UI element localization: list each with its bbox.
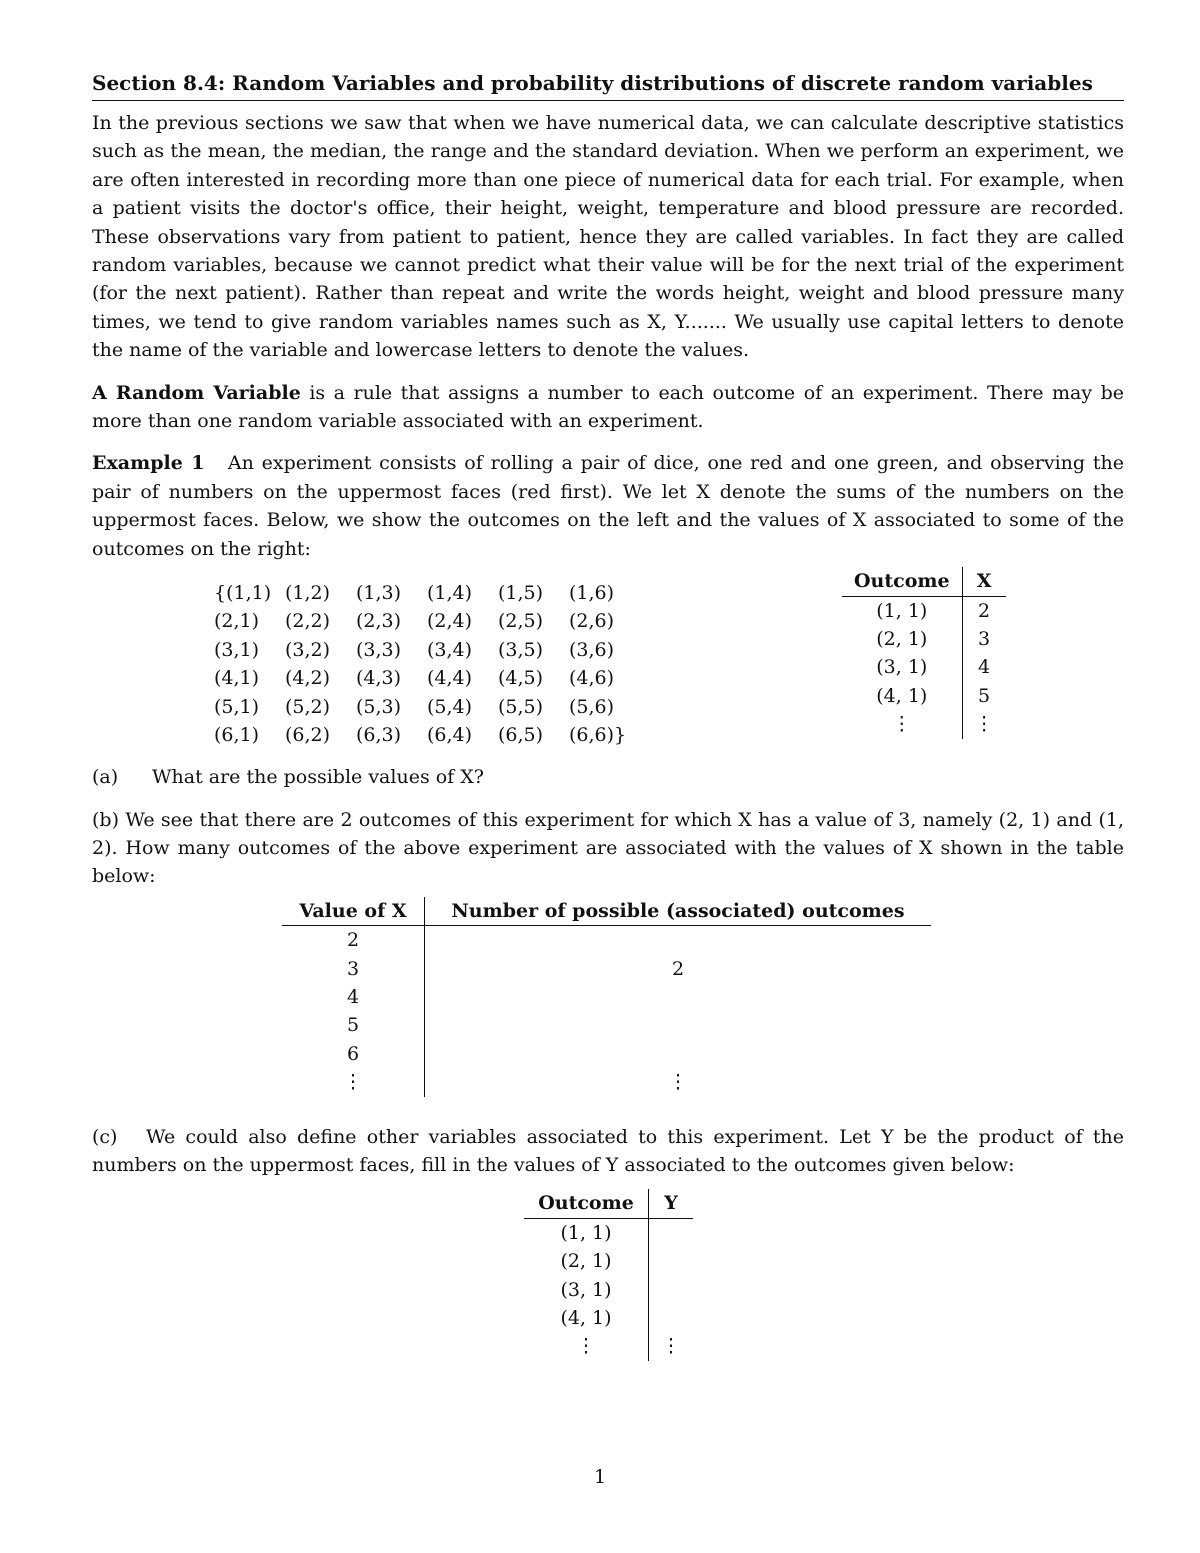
table-row: [524, 1276, 693, 1304]
table-cell: ⋮: [649, 1332, 694, 1360]
table-cell: 3: [346, 957, 360, 980]
table-header: Outcome: [842, 567, 962, 596]
table-header: Value of X: [282, 897, 425, 926]
outcome-cell: (3,2): [285, 638, 331, 661]
outcome-cell: (5,3): [356, 695, 402, 718]
table-cell: (4, 1): [876, 684, 928, 707]
outcome-cell: (4,1): [214, 667, 260, 690]
outcome-cell: (1,4): [427, 582, 473, 605]
outcome-cell: (3,6): [569, 638, 615, 661]
outcome-cell: (1,5): [498, 582, 544, 605]
outcome-cell: (3,1): [214, 638, 260, 661]
table-row: [282, 1011, 931, 1039]
page-number: 1: [593, 1466, 607, 1488]
table-cell: [649, 1218, 694, 1247]
outcome-cell: (3,3): [356, 638, 402, 661]
table-cell: ⋮: [343, 1071, 363, 1094]
outcome-cell: (2,5): [498, 610, 544, 633]
outcome-cell: (6,4): [427, 724, 473, 747]
table-row: [282, 1040, 931, 1068]
table-cell: (2, 1): [560, 1250, 612, 1273]
outcome-cell: (3,5): [498, 638, 544, 661]
table-cell: [649, 1247, 694, 1275]
table-cell: [425, 1040, 932, 1068]
table-row: [282, 926, 931, 955]
outcome-cell: (6,5): [498, 724, 544, 747]
outcome-cell: (2,6): [569, 610, 615, 633]
section-title: Section 8.4: Random Variables and probability distributions of discrete random variables: [92, 70, 1124, 101]
table-cell: (2, 1): [876, 627, 928, 650]
definition-text: is a rule that assigns a number to each outcome of an experiment. There may be more than one random variable associated with an experiment.: [92, 381, 1125, 433]
outcome-cell: (6,2): [285, 724, 331, 747]
table-row: [282, 983, 931, 1011]
outcome-row: [214, 664, 640, 692]
table-cell: [425, 1011, 932, 1039]
table-cell: 6: [346, 1042, 360, 1065]
table-cell: [649, 1304, 694, 1332]
outcome-cell: (5,1): [214, 695, 260, 718]
table-header: Outcome: [524, 1189, 649, 1218]
outcome-cell: (4,2): [285, 667, 331, 690]
outcome-y-table: [524, 1189, 693, 1360]
outcome-cell: {(1,1): [214, 582, 272, 605]
part-a: [92, 763, 1124, 791]
outcome-cell: (1,2): [285, 582, 331, 605]
table-cell: [649, 1276, 694, 1304]
table-row: [842, 682, 1006, 710]
table-row: [842, 653, 1006, 681]
table-header: X: [962, 567, 1006, 596]
value-count-table: [282, 897, 931, 1097]
part-a-label: (a): [92, 766, 119, 789]
example-text: An experiment consists of rolling a pair of dice, one red and one green, and observing the pair of numbers on the uppermost faces (red first). We let X denote the sums of the numbers on the uppermost faces. Below, we show the outcomes on the left and the values of X associated to some of the outcomes on the right:: [92, 452, 1124, 560]
outcome-cell: (4,5): [498, 667, 544, 690]
table-cell: (4, 1): [560, 1307, 612, 1329]
table-row: [524, 1218, 693, 1247]
part-c-text: We could also define other variables associated to this experiment. Let Y be the product of the numbers on the uppermost faces, fill in the values of Y associated to the outcomes given below:: [92, 1125, 1124, 1176]
outcome-row: [214, 607, 640, 635]
outcome-cell: (2,3): [356, 610, 402, 633]
table-cell: 2: [346, 929, 360, 952]
table-header: Number of possible (associated) outcomes: [425, 897, 932, 926]
table-cell: 3: [962, 625, 1006, 653]
part-a-text: What are the possible values of X?: [152, 766, 484, 789]
table-cell: 2: [962, 596, 1006, 625]
outcome-cell: (2,4): [427, 610, 473, 633]
definition-paragraph: [92, 379, 1124, 436]
part-c-label: (c): [92, 1125, 118, 1148]
table-cell: ⋮: [576, 1335, 596, 1358]
table-row: [842, 710, 1006, 738]
example-paragraph: [92, 449, 1124, 563]
outcome-row: [214, 693, 640, 721]
table-cell: (3, 1): [560, 1278, 612, 1301]
outcome-cell: (5,4): [427, 695, 473, 718]
table-row: [524, 1247, 693, 1275]
table-row: [524, 1304, 693, 1332]
outcome-cell: (4,4): [427, 667, 473, 690]
table-row: [282, 955, 931, 983]
outcome-grid: [214, 579, 640, 749]
outcome-cell: (5,6): [569, 695, 615, 718]
table-row: [842, 625, 1006, 653]
table-cell: 5: [346, 1014, 360, 1037]
outcome-cell: (3,4): [427, 638, 473, 661]
table-cell: ⋮: [425, 1068, 932, 1096]
outcome-cell: (6,6)}: [569, 724, 627, 747]
outcome-cell: (5,5): [498, 695, 544, 718]
table-row: [282, 1068, 931, 1096]
outcome-cell: (1,3): [356, 582, 402, 605]
outcome-row: [214, 579, 640, 607]
outcome-cell: (1,6): [569, 582, 615, 605]
table-cell: 2: [425, 955, 932, 983]
outcome-cell: (6,3): [356, 724, 402, 747]
table-cell: [425, 926, 932, 955]
table-cell: ⋮: [892, 713, 912, 736]
table-cell: (1, 1): [876, 599, 928, 622]
intro-paragraph: In the previous sections we saw that when we have numerical data, we can calculate descriptive statistics such as the mean, the median, the range and the standard deviation. When we perform an experiment, we are often interested in recording more than one piece of numerical data for each trial. For example, when a patient visits the doctor's office, their height, weight, temperature and blood pressure are recorded. These observations vary from patient to patient, hence they are called variables. In fact they are called random variables, because we cannot predict what their value will be for the next trial of the experiment (for the next patient). Rather than repeat and write the words height, weight and blood pressure many times, we tend to give random variables names such as X, Y....... We usually use capital letters to denote the name of the variable and lowercase letters to denote the values.: [92, 112, 1124, 362]
example-label: Example 1: [92, 452, 205, 475]
table-header: Y: [649, 1189, 694, 1218]
outcome-cell: (2,2): [285, 610, 331, 633]
outcome-cell: (4,6): [569, 667, 615, 690]
part-c: [92, 1123, 1124, 1180]
table-cell: [425, 983, 932, 1011]
outcome-row: [214, 721, 640, 749]
outcome-row: [214, 636, 640, 664]
outcome-cell: (6,1): [214, 724, 260, 747]
table-row: [842, 596, 1006, 625]
outcome-cell: (4,3): [356, 667, 402, 690]
example-figures: [92, 570, 1124, 759]
table-cell: (3, 1): [876, 656, 928, 679]
table-cell: 5: [962, 682, 1006, 710]
table-cell: ⋮: [962, 710, 1006, 738]
table-cell: 4: [346, 985, 360, 1008]
table-row: [524, 1332, 693, 1360]
outcome-cell: (2,1): [214, 610, 260, 633]
definition-term: A Random Variable: [92, 381, 301, 404]
part-b: (b) We see that there are 2 outcomes of this experiment for which X has a value of 3, namely (2, 1) and (1, 2). How many outcomes of the above experiment are associated with the values of X shown in the table below:: [92, 808, 1124, 888]
document-page: [92, 70, 1124, 1361]
table-cell: 4: [962, 653, 1006, 681]
outcome-x-table: [842, 567, 1006, 738]
outcome-cell: (5,2): [285, 695, 331, 718]
table-cell: (1, 1): [560, 1221, 612, 1244]
